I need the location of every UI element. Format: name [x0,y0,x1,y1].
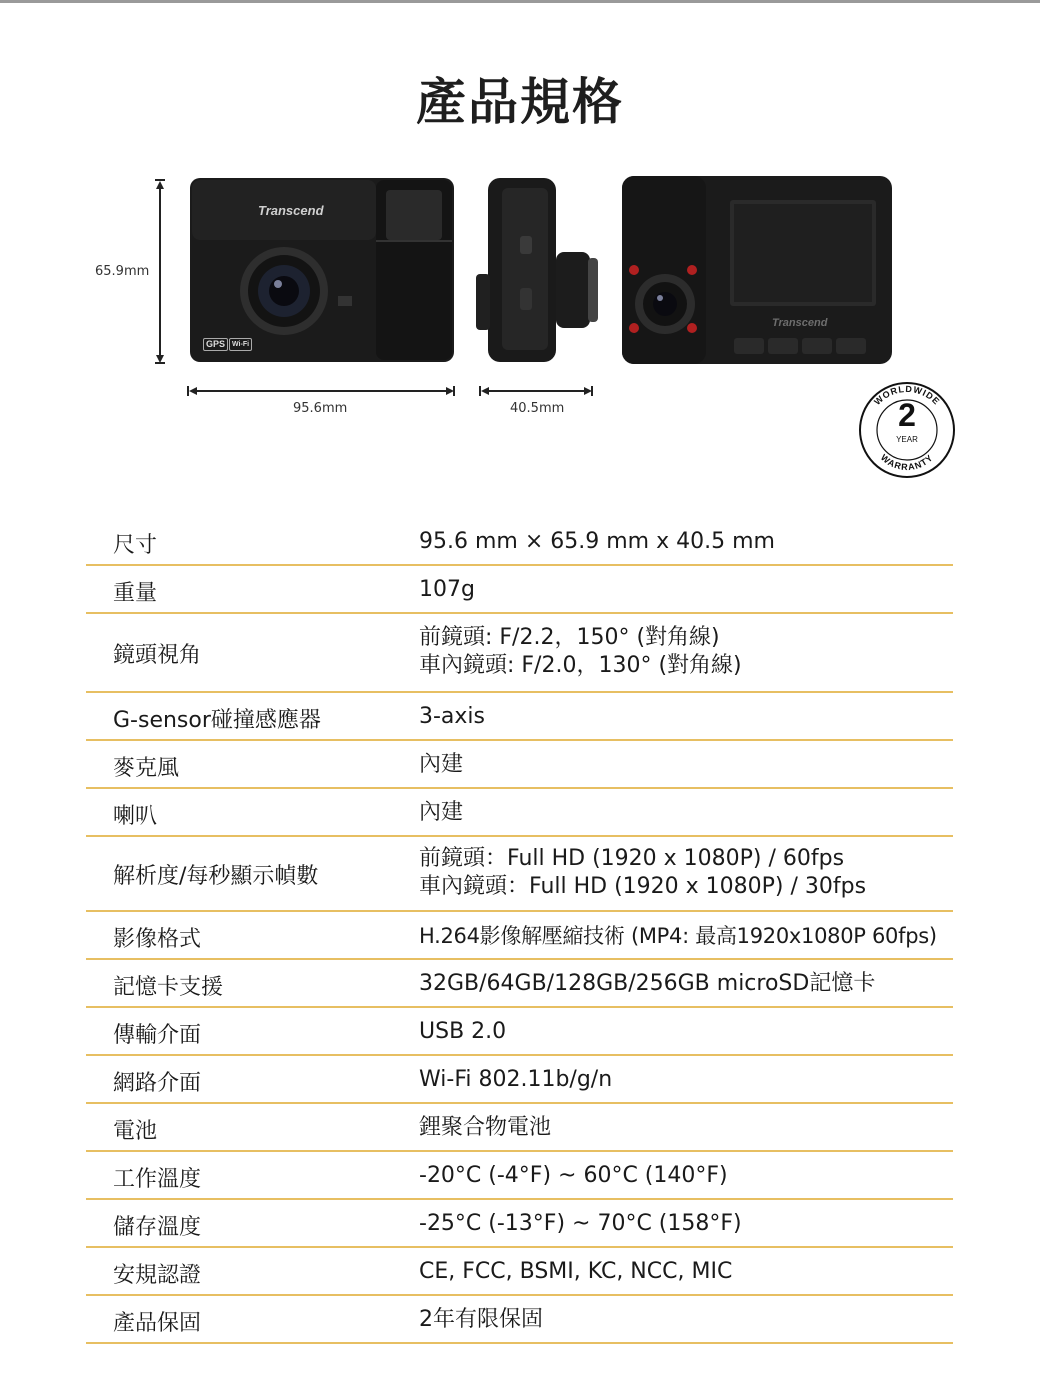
dashcam-front-view [190,178,454,362]
spec-label: 麥克風 [113,756,180,781]
spec-value: 95.6 mm × 65.9 mm x 40.5 mm [419,529,775,554]
spec-label: 記憶卡支援 [113,975,224,1000]
wifi-badge: Wi-Fi [229,338,252,351]
spec-row-video-format [86,912,953,960]
spec-label: 影像格式 [113,927,202,952]
spec-row-network [86,1056,953,1104]
spec-label: 儲存溫度 [113,1215,202,1240]
back-brand-logo: Transcend [772,317,828,329]
spec-value: Wi-Fi 802.11b/g/n [419,1067,613,1092]
spec-table [86,518,953,1344]
warranty-bottom-text: WARRANTY [878,452,936,473]
spec-label: 尺寸 [113,533,158,558]
spec-label: 傳輸介面 [113,1023,202,1048]
width-label: 95.6mm [293,401,348,416]
spec-value: CE, FCC, BSMI, KC, NCC, MIC [419,1259,733,1284]
spec-row-microphone [86,741,953,789]
spec-row-battery [86,1104,953,1152]
spec-label: 產品保固 [113,1311,202,1336]
spec-value: USB 2.0 [419,1019,507,1044]
spec-row-certification [86,1248,953,1296]
spec-row-memory-card [86,960,953,1008]
spec-value: -25°C (-13°F) ~ 70°C (158°F) [419,1211,742,1236]
spec-row-speaker [86,789,953,837]
dashcam-side-view [476,178,600,362]
warranty-unit: YEAR [896,435,918,444]
spec-label: 安規認證 [113,1263,202,1288]
spec-row-lens-angle [86,614,953,693]
page-title: 產品規格 [416,73,624,131]
spec-label: 解析度/每秒顯示幀數 [113,864,319,889]
spec-row-warranty [86,1296,953,1344]
spec-label: 鏡頭視角 [113,643,202,668]
spec-value: 車內鏡頭: F/2.0，130° (對角線) [419,653,742,678]
spec-value: -20°C (-4°F) ~ 60°C (140°F) [419,1163,728,1188]
spec-value: 前鏡頭：Full HD (1920 x 1080P) / 60fps [419,846,845,871]
spec-value: 3-axis [419,704,486,729]
spec-label: 電池 [113,1119,158,1144]
spec-row-interface [86,1008,953,1056]
spec-row-storage-temp [86,1200,953,1248]
spec-value: 2年有限保固 [419,1307,543,1332]
spec-label: 喇叭 [113,804,158,829]
spec-label: 重量 [113,581,158,606]
spec-value: 車內鏡頭：Full HD (1920 x 1080P) / 30fps [419,874,867,899]
spec-row-operating-temp [86,1152,953,1200]
svg-text:WARRANTY [879,452,935,472]
spec-label: 工作溫度 [113,1167,202,1192]
spec-row-dimensions [86,518,953,566]
depth-label: 40.5mm [510,401,565,416]
spec-row-weight [86,566,953,614]
front-brand-logo: Transcend [258,203,324,218]
warranty-top-text: WORLDWIDE [872,383,942,408]
spec-value: 內建 [419,752,464,777]
warranty-seal [857,380,957,480]
spec-value: 鋰聚合物電池 [419,1115,552,1140]
dashcam-back-view [622,176,892,364]
spec-value: H.264影像解壓縮技術 (MP4: 最高1920x1080P 60fps) [419,924,937,948]
spec-value: 32GB/64GB/128GB/256GB microSD記憶卡 [419,971,876,996]
spec-value: 107g [419,577,475,602]
spec-row-resolution [86,837,953,912]
spec-label: 網路介面 [113,1071,202,1096]
gps-badge: GPS [203,338,228,351]
spec-value: 前鏡頭: F/2.2，150° (對角線) [419,625,720,650]
spec-label: G-sensor碰撞感應器 [113,708,321,733]
spec-value: 內建 [419,800,464,825]
top-divider [0,0,1040,3]
spec-row-g-sensor [86,693,953,741]
warranty-years: 2 [898,397,916,433]
height-label: 65.9mm [95,264,150,279]
